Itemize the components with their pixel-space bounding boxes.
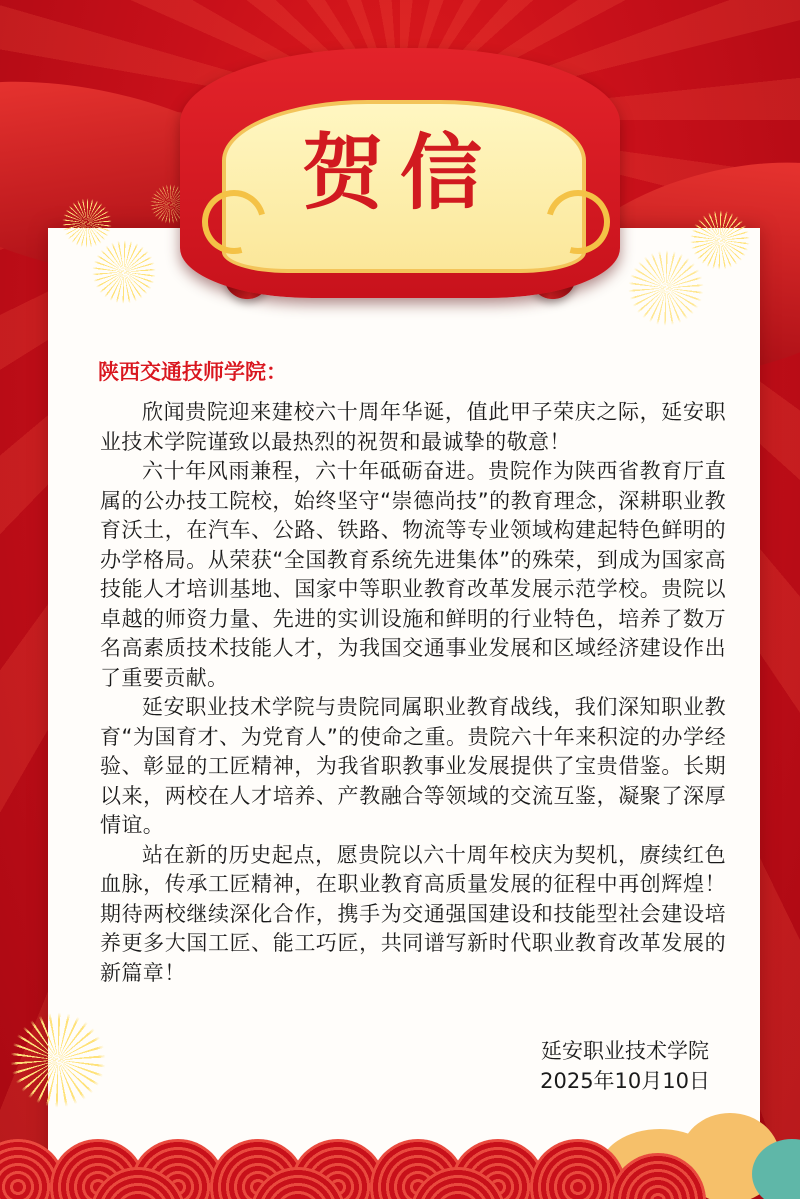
letter-paragraph: 欣闻贵院迎来建校六十周年华诞，值此甲子荣庆之际，延安职业技术学院谨致以最热烈的祝贺和最诚挚的敬意！ xyxy=(100,400,726,454)
letter-salutation: 陕西交通技师学院： xyxy=(98,360,287,384)
firework-decoration xyxy=(10,1012,106,1108)
firework-decoration xyxy=(62,198,112,248)
letter-paragraph: 站在新的历史起点，愿贵院以六十周年校庆为契机，赓续红色血脉，传承工匠精神，在职业教育高质量发展的征程中再创辉煌！期待两校继续深化合作，携手为交通强国建设和技能型社会建设培养更多大国工匠、能工巧匠，共同谱写新时代职业教育改革发展的新篇章！ xyxy=(100,842,726,985)
letter-signature xyxy=(540,1036,710,1096)
scroll-title: 贺信 xyxy=(301,125,498,221)
title-scroll xyxy=(150,40,650,310)
bottom-wave-pattern xyxy=(0,1119,800,1199)
letter-paragraph: 延安职业技术学院与贵院同属职业教育战线，我们深知职业教育“为国育才、为党育人”的使命之重。贵院六十年来积淀的办学经验、彰显的工匠精神，为我省职教事业发展提供了宝贵借鉴。长期以来，两校在人才培养、产教融合等领域的交流互鉴，凝聚了深厚情谊。 xyxy=(100,695,726,837)
letter-paragraph: 六十年风雨兼程，六十年砥砺奋进。贵院作为陕西省教育厅直属的公办技工院校，始终坚守“崇德尚技”的教育理念，深耕职业教育沃土，在汽车、公路、铁路、物流等专业领域构建起特色鲜明的办学格局。从荣获“全国教育系统先进集体”的殊荣，到成为国家高技能人才培训基地、国家中等职业教育改革发展示范学校。贵院以卓越的师资力量、先进的实训设施和鲜明的行业特色，培养了数万名高素质技术技能人才，为我国交通事业发展和区域经济建设作出了重要贡献。 xyxy=(100,459,726,690)
signature-date: 2025年10月10日 xyxy=(540,1069,710,1093)
signature-org: 延安职业技术学院 xyxy=(541,1039,710,1063)
firework-decoration xyxy=(690,210,750,270)
letter-body xyxy=(100,398,726,988)
firework-decoration xyxy=(92,240,156,304)
